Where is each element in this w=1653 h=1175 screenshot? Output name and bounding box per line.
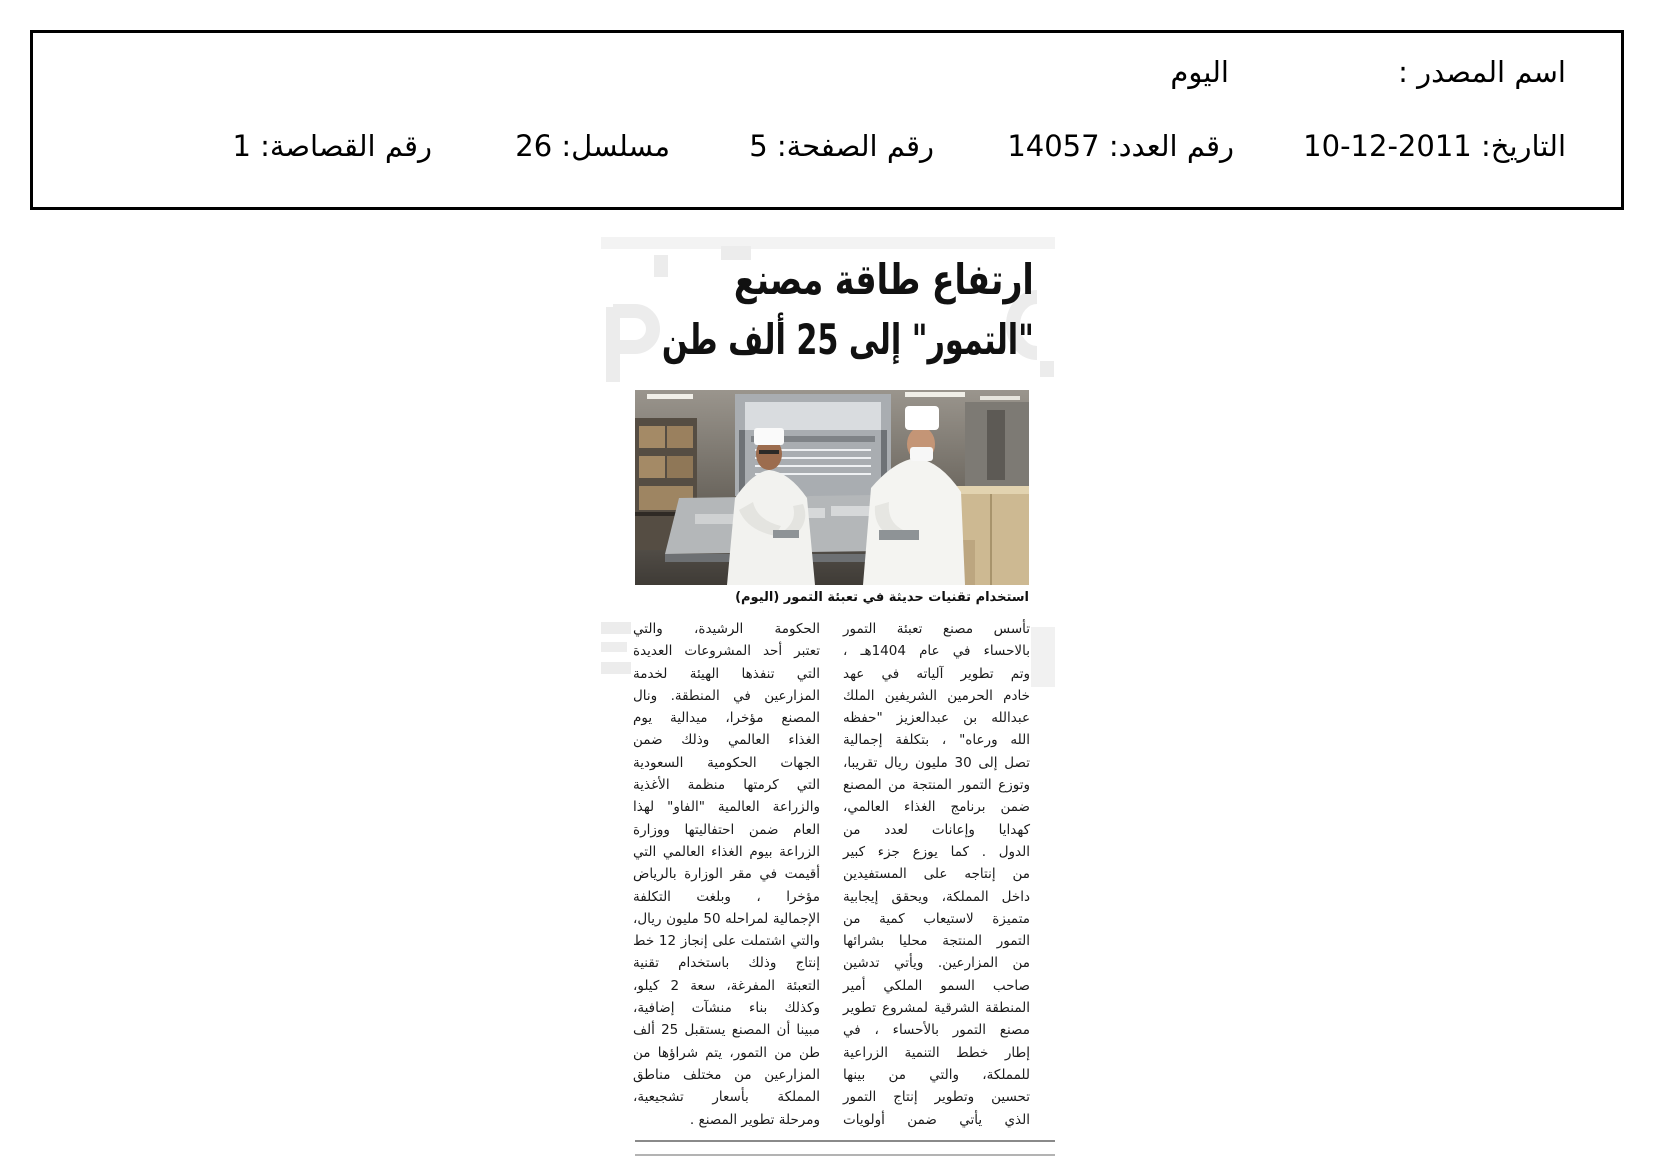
article-line: المملكة بأسعار تشجيعية، [633, 1089, 820, 1106]
article-line: كهدايا وإعانات لعدد من [843, 821, 1030, 838]
article-line: طن من التمور، يتم شراؤها من [633, 1044, 820, 1061]
article-line: الغذاء العالمي وذلك ضمن [633, 732, 820, 749]
headline-line-2: "التمور" إلى 25 ألف طن [662, 315, 1034, 364]
article-column-left [633, 618, 820, 1131]
article-line: داخل المملكة، ويحقق إيجابية [843, 888, 1030, 905]
serial-value: 26 [515, 129, 553, 163]
serial-field [515, 126, 670, 166]
headline-line-1: ارتفاع طاقة مصنع [734, 255, 1034, 304]
article-line: وكذلك بناء منشآت إضافية، [633, 1000, 820, 1017]
bottom-rule [635, 1140, 1055, 1142]
article-line: المنطقة الشرقية لمشروع تطوير [843, 1000, 1030, 1017]
article-line: من المزارعين. ويأتي تدشين [843, 955, 1030, 972]
article-line: وتوزع التمور المنتجة من المصنع [843, 777, 1030, 794]
article-column-right [843, 618, 1030, 1131]
issue-number-label: رقم العدد: [1108, 129, 1234, 163]
article-line: إطار خطط التنمية الزراعية [843, 1044, 1030, 1061]
source-value: اليوم [1170, 55, 1229, 89]
date-field [1303, 126, 1566, 166]
article-line: والزراعة العالمية "الفاو" لهذا [633, 799, 820, 816]
article-line: مصنع التمور بالأحساء ، في [843, 1022, 1030, 1039]
article-line: مبينا أن المصنع يستقبل 25 ألف [633, 1022, 820, 1039]
back-wall [965, 402, 1029, 487]
article-line: صاحب السمو الملكي أمير [843, 977, 1030, 994]
article-line: التي كرمتها منظمة الأغذية [633, 777, 820, 794]
article-line: للمملكة، والتي من بينها [843, 1066, 1030, 1083]
article-line: ضمن برنامج الغذاء العالمي، [843, 799, 1030, 816]
article-line: العام ضمن احتفاليتها ووزارة [633, 821, 820, 838]
article-line: مؤخرا ، وبلغت التكلفة [633, 888, 820, 905]
article-line: الزراعة بيوم الغذاء العالمي التي [633, 843, 820, 860]
article-line: خادم الحرمين الشريفين الملك [843, 687, 1030, 704]
article-line: من إنتاجه على المستفيدين [843, 866, 1030, 883]
article-line: الذي يأتي ضمن أولويات [843, 1111, 1030, 1128]
clipping-number-label: رقم القصاصة: [260, 129, 432, 163]
article-line: الله ورعاه" ، بتكلفة إجمالية [843, 732, 1030, 749]
bottom-rule [635, 1154, 1055, 1156]
article-line: عبدالله بن عبدالعزيز "حفظه [843, 710, 1030, 727]
issue-number-field [1007, 126, 1234, 166]
article-line: متميزة لاستيعاب كمية من [843, 910, 1030, 927]
article-line: ومرحلة تطوير المصنع . [689, 1111, 820, 1128]
photo-caption [635, 589, 1029, 607]
article-line: الإجمالية لمراحله 50 مليون ريال، [633, 910, 820, 927]
date-label: التاريخ: [1480, 129, 1566, 163]
factory-photo [635, 390, 1029, 585]
serial-label: مسلسل: [561, 129, 670, 163]
page-number-field [749, 126, 934, 166]
article-line: المصنع مؤخرا، ميدالية يوم [633, 710, 820, 727]
article-line: التي تنفذها الهيئة لخدمة [633, 665, 820, 682]
issue-number-value: 14057 [1007, 129, 1100, 163]
article-line: بالاحساء في عام 1404هـ ، [843, 643, 1030, 660]
date-value: 2011-12-10 [1303, 129, 1472, 163]
article-line: التمور المنتجة محليا بشرائها [843, 933, 1030, 950]
article-line: الدول . كما يوزع جزء كبير [843, 843, 1030, 860]
article-line: تأسس مصنع تعبئة التمور [843, 621, 1030, 637]
article-line: إنتاج وذلك باستخدام تقنية [633, 955, 820, 972]
page-number-value: 5 [749, 129, 768, 163]
article-line: التعبئة المفرغة، سعة 2 كيلو، [633, 977, 820, 994]
article-line: تحسين وتطوير إنتاج التمور [843, 1089, 1030, 1106]
source-label: اسم المصدر : [1398, 55, 1566, 89]
clipping-info-box [30, 30, 1624, 210]
article-line: تصل إلى 30 مليون ريال تقريبا، [843, 754, 1030, 771]
article-line: المزارعين في المنطقة. ونال [633, 687, 820, 704]
article-line: أقيمت في مقر الوزارة بالرياض [633, 866, 820, 883]
page-number-label: رقم الصفحة: [776, 129, 934, 163]
clipping-number-value: 1 [232, 129, 251, 163]
article-line: تعتبر أحد المشروعات العديدة [633, 643, 820, 660]
article-line: الجهات الحكومية السعودية [633, 754, 820, 771]
article-line: المزارعين من مختلف مناطق [633, 1066, 820, 1083]
article-line: وتم تطوير آلياته في عهد [843, 665, 1030, 682]
clipping-number-field [232, 126, 432, 166]
article-line: الحكومة الرشيدة، والتي [633, 621, 820, 637]
article-line: والتي اشتملت على إنجاز 12 خط [633, 933, 820, 950]
caption-text: استخدام تقنيات حديثة في تعبئة التمور [783, 590, 1029, 605]
caption-credit: (اليوم) [735, 590, 780, 605]
